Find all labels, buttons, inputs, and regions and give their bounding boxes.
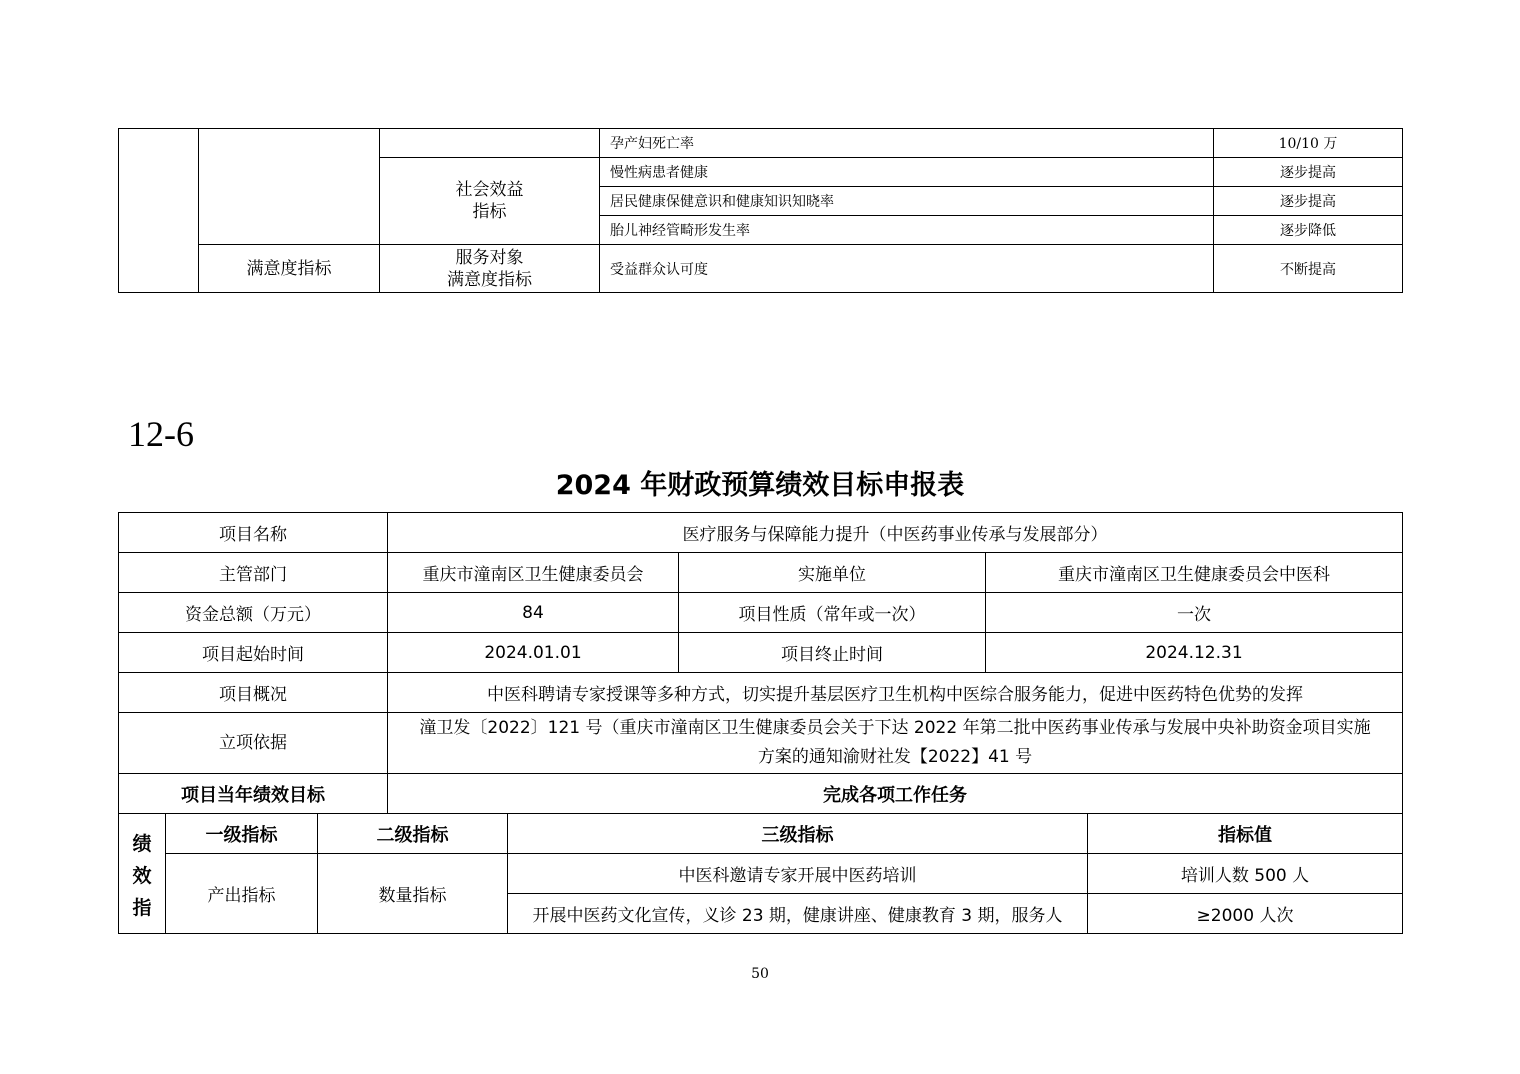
satisfaction-level2-line1: 服务对象: [455, 247, 524, 268]
report-title: 2024 年财政预算绩效目标申报表: [555, 470, 965, 501]
level3-cell: 慢性病患者健康: [600, 158, 1214, 187]
metric-level3: 开展中医药文化宣传，义诊 23 期，健康讲座、健康教育 3 期，服务人: [508, 894, 1088, 934]
blank-cell: [119, 129, 199, 293]
basis-line2: 方案的通知渝财社发【2022】41 号: [757, 747, 1033, 767]
page-number: 50: [751, 966, 769, 982]
metric-level3: 中医科邀请专家开展中医药培训: [508, 854, 1088, 894]
project-info-table: [118, 512, 1403, 814]
social-benefit-line1: 社会效益: [455, 180, 524, 200]
goal-value: 完成各项工作任务: [388, 774, 1403, 814]
social-benefit-label: [380, 158, 600, 245]
level3-cell: 受益群众认可度: [600, 245, 1214, 293]
side-label: [119, 814, 166, 934]
value-cell: 逐步提高: [1214, 158, 1403, 187]
section-number: 12-6: [128, 414, 194, 454]
social-benefit-line2: 指标: [472, 202, 507, 222]
nature-value: 一次: [986, 593, 1403, 633]
basis-label: 立项依据: [119, 713, 388, 774]
satisfaction-level1: 满意度指标: [199, 245, 380, 293]
start-value: 2024.01.01: [388, 633, 679, 673]
fund-label: 资金总额（万元）: [119, 593, 388, 633]
goal-label: 项目当年绩效目标: [119, 774, 388, 814]
overview-label: 项目概况: [119, 673, 388, 713]
nature-label: 项目性质（常年或一次）: [679, 593, 986, 633]
basis-line1: 潼卫发〔2022〕121 号（重庆市潼南区卫生健康委员会关于下达 2022 年第二批中医药事业传承与发展中央补助资金项目实施: [419, 718, 1371, 738]
value-cell: 10/10 万: [1214, 129, 1403, 158]
dept-label: 主管部门: [119, 553, 388, 593]
satisfaction-level2: [380, 245, 600, 293]
value-cell: 逐步降低: [1214, 216, 1403, 245]
end-value: 2024.12.31: [986, 633, 1403, 673]
header-value: 指标值: [1088, 814, 1403, 854]
performance-metrics-table: [118, 813, 1403, 934]
side-char: 绩: [132, 833, 152, 855]
metric-value: ≥2000 人次: [1088, 894, 1403, 934]
output-indicator: 产出指标: [166, 854, 318, 934]
end-label: 项目终止时间: [679, 633, 986, 673]
dept-value: 重庆市潼南区卫生健康委员会: [388, 553, 679, 593]
header-level1: 一级指标: [166, 814, 318, 854]
side-char: 效: [132, 865, 152, 887]
blank-cell: [199, 129, 380, 245]
side-char: 指: [132, 897, 152, 919]
level3-cell: 胎儿神经管畸形发生率: [600, 216, 1214, 245]
value-cell: 不断提高: [1214, 245, 1403, 293]
fund-value: 84: [388, 593, 679, 633]
project-name-label: 项目名称: [119, 513, 388, 553]
project-name-value: 医疗服务与保障能力提升（中医药事业传承与发展部分）: [388, 513, 1403, 553]
level3-cell: 孕产妇死亡率: [600, 129, 1214, 158]
satisfaction-level2-line2: 满意度指标: [447, 269, 532, 290]
impl-value: 重庆市潼南区卫生健康委员会中医科: [986, 553, 1403, 593]
blank-cell: [380, 129, 600, 158]
start-label: 项目起始时间: [119, 633, 388, 673]
header-level3: 三级指标: [508, 814, 1088, 854]
header-level2: 二级指标: [318, 814, 508, 854]
value-cell: 逐步提高: [1214, 187, 1403, 216]
metric-value: 培训人数 500 人: [1088, 854, 1403, 894]
impl-label: 实施单位: [679, 553, 986, 593]
level3-cell: 居民健康保健意识和健康知识知晓率: [600, 187, 1214, 216]
quantity-indicator: 数量指标: [318, 854, 508, 934]
overview-value: 中医科聘请专家授课等多种方式，切实提升基层医疗卫生机构中医综合服务能力，促进中医药特色优势的发挥: [388, 673, 1403, 713]
continued-metrics-table: [118, 128, 1403, 293]
basis-value: [388, 713, 1403, 774]
